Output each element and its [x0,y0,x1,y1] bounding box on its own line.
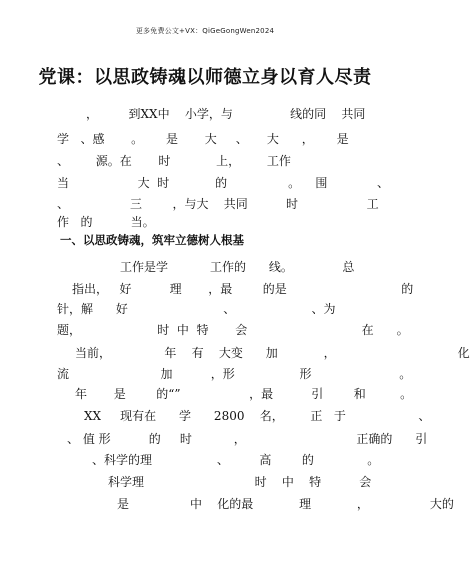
paragraph-1-line-3: 、 源。在 时 上， 工作 [57,154,291,168]
paragraph-1-line-4: 当 大 时 的 。 围 、 [57,176,389,190]
paragraph-1-line-5: 、 三 ，与大 共同 时 工 [57,197,379,211]
paragraph-2-line-11: 科学理 时 中 特 会 [108,475,372,489]
document-title: 党课：以思政铸魂以师德立身以育人尽责 [38,67,372,88]
paragraph-2-line-12: 是 中 化的最 理 ， 大的 [117,497,454,511]
paragraph-2-line-3: 针，解 好 、 、为 [57,302,336,316]
section-heading: 一、以思政铸魂，筑牢立德树人根基 [60,233,244,247]
paragraph-1-line-1: ， 到XX中 小学，与 线的同 共同 [86,107,366,121]
paragraph-1-line-6: 作 的 当。 [57,215,155,229]
header-note: 更多免费公文+VX：QiGeGongWen2024 [135,27,275,35]
paragraph-2-line-8: XX 现有在 学 2800 名， 正 于 、 [84,409,431,423]
paragraph-2-line-5: 当前， 年 有 大变 加 ， 化 [75,346,470,360]
paragraph-2-line-7: 年 是 的“” ，最 引 和 。 [75,387,413,401]
paragraph-2-line-4: 题， 时 中 特 会 在 。 [57,323,409,337]
paragraph-2-line-9: 、 值 形 的 时 ， 正确的 引 [67,432,428,446]
paragraph-2-line-6: 流 加 ，形 形 。 [57,367,412,381]
paragraph-2-line-2: 指出， 好 理 ，最 的是 的 [72,282,414,296]
paragraph-2-line-10: 、科学的理 、 高 的 。 [92,453,380,467]
paragraph-2-line-1: 工作是学 工作的 线。 总 [120,260,355,274]
paragraph-1-line-2: 学 、感 。 是 大 、 大 ， 是 [57,132,349,146]
